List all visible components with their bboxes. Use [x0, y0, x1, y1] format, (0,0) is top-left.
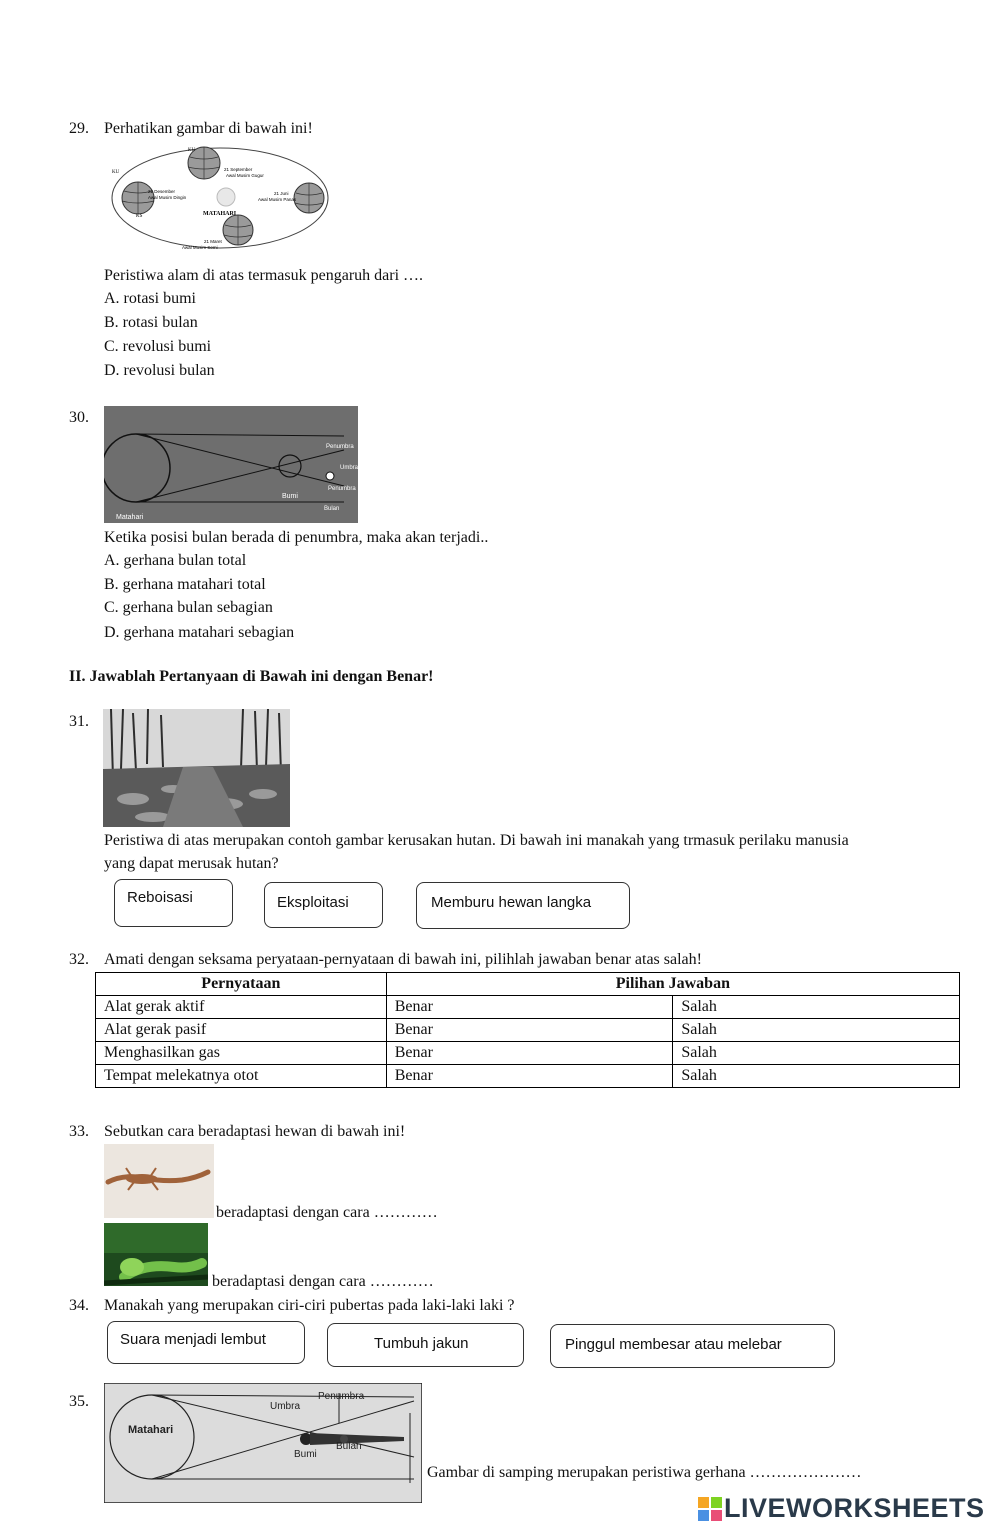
row-benar-option[interactable]: Benar — [386, 1042, 673, 1065]
table-row — [96, 1065, 960, 1088]
q32-question: Amati dengan seksama peryataan-pernyataan di bawah ini, pilihlah jawaban benar atas salah! — [104, 951, 702, 968]
svg-text:Awal Musim Dingin: Awal Musim Dingin — [148, 195, 187, 200]
section-heading: II. Jawablah Pertanyaan di Bawah ini dengan Benar! — [69, 668, 434, 685]
q29-number: 29. — [69, 120, 89, 137]
q29-option-a: A. rotasi bumi — [104, 290, 196, 307]
q31-number: 31. — [69, 713, 89, 730]
svg-text:Bulan: Bulan — [324, 506, 340, 512]
liveworksheets-logo[interactable]: LIVEWORKSHEETS — [724, 1493, 985, 1523]
sun-icon — [217, 188, 235, 206]
q31-choice-eksploitasi[interactable]: Eksploitasi — [264, 882, 383, 928]
table-row — [96, 1019, 960, 1042]
q34-choice-jakun[interactable]: Tumbuh jakun — [327, 1323, 524, 1367]
svg-text:Bumi: Bumi — [294, 1449, 317, 1460]
row-salah-option[interactable]: Salah — [673, 996, 960, 1019]
svg-text:Penumbra: Penumbra — [328, 486, 356, 492]
q31-question-line2: yang dapat merusak hutan? — [104, 855, 279, 872]
svg-text:Matahari: Matahari — [128, 1424, 174, 1436]
q34-number: 34. — [69, 1297, 89, 1314]
row-benar-option[interactable]: Benar — [386, 1019, 673, 1042]
q33-iguana-line: beradaptasi dengan cara ………… — [212, 1273, 434, 1290]
q35-question: Gambar di samping merupakan peristiwa gerhana ………………… — [427, 1464, 862, 1481]
q31-choice-reboisasi[interactable]: Reboisasi — [114, 879, 233, 927]
q30-question: Ketika posisi bulan berada di penumbra, maka akan terjadi.. — [104, 529, 489, 546]
q31-question-line1: Peristiwa di atas merupakan contoh gambar kerusakan hutan. Di bawah ini manakah yang trmasuk perilaku manusia — [104, 832, 849, 849]
q34-choice-suara[interactable]: Suara menjadi lembut — [107, 1321, 305, 1364]
row-benar-option[interactable]: Benar — [386, 996, 673, 1019]
table-row — [96, 996, 960, 1019]
q30-option-c: C. gerhana bulan sebagian — [104, 599, 273, 616]
q31-deforestation-photo — [103, 709, 290, 827]
row-statement: Alat gerak pasif — [96, 1019, 387, 1042]
moon-circle — [326, 472, 334, 480]
svg-text:Bulan: Bulan — [336, 1441, 362, 1452]
q29-option-c: C. revolusi bumi — [104, 338, 212, 355]
row-salah-option[interactable]: Salah — [673, 1042, 960, 1065]
q34-choice-pinggul[interactable]: Pinggul membesar atau melebar — [550, 1324, 835, 1368]
gecko-photo — [104, 1144, 214, 1218]
table-header-answer: Pilihan Jawaban — [386, 973, 959, 996]
q30-option-a: A. gerhana bulan total — [104, 552, 247, 569]
svg-text:21 Maret: 21 Maret — [204, 239, 222, 244]
q29-option-b: B. rotasi bulan — [104, 314, 198, 331]
q33-number: 33. — [69, 1123, 89, 1140]
table-row — [96, 1042, 960, 1065]
q32-statement-table — [95, 972, 960, 1088]
row-salah-option[interactable]: Salah — [673, 1019, 960, 1042]
q33-gecko-line: beradaptasi dengan cara ………… — [216, 1204, 438, 1221]
q33-question: Sebutkan cara beradaptasi hewan di bawah ini! — [104, 1123, 406, 1140]
sun-label: MATAHARI — [203, 211, 237, 217]
svg-text:Awal Musim Gugur: Awal Musim Gugur — [226, 173, 264, 178]
q30-eclipse-figure — [104, 406, 358, 523]
svg-text:Matahari: Matahari — [116, 514, 144, 521]
row-benar-option[interactable]: Benar — [386, 1065, 673, 1088]
table-header-statement: Pernyataan — [96, 973, 387, 996]
row-statement: Alat gerak aktif — [96, 996, 387, 1019]
row-statement: Menghasilkan gas — [96, 1042, 387, 1065]
q32-number: 32. — [69, 951, 89, 968]
svg-text:KU: KU — [188, 148, 196, 153]
row-salah-option[interactable]: Salah — [673, 1065, 960, 1088]
q29-prompt: Perhatikan gambar di bawah ini! — [104, 120, 313, 137]
svg-text:Penumbra: Penumbra — [326, 444, 354, 450]
svg-text:Awal Musim Semi: Awal Musim Semi — [182, 245, 218, 250]
svg-text:22 Desember: 22 Desember — [148, 189, 176, 194]
svg-text:21 September: 21 September — [224, 167, 253, 172]
q31-choice-memburu[interactable]: Memburu hewan langka — [416, 882, 630, 929]
q29-revolution-figure — [108, 143, 330, 258]
liveworksheets-logo-icon — [698, 1497, 722, 1521]
svg-text:21 Juni: 21 Juni — [274, 191, 289, 196]
svg-text:Bumi: Bumi — [282, 493, 298, 500]
row-statement: Tempat melekatnya otot — [96, 1065, 387, 1088]
q30-option-b: B. gerhana matahari total — [104, 576, 266, 593]
q34-question: Manakah yang merupakan ciri-ciri pubertas pada laki-laki laki ? — [104, 1297, 515, 1314]
svg-text:Umbra: Umbra — [270, 1401, 301, 1412]
svg-text:KU: KU — [112, 170, 120, 175]
svg-text:Penumbra: Penumbra — [318, 1391, 365, 1402]
svg-text:KS: KS — [136, 214, 143, 219]
q35-eclipse-figure — [104, 1383, 422, 1503]
q30-number: 30. — [69, 409, 89, 426]
q30-option-d: D. gerhana matahari sebagian — [104, 624, 295, 641]
svg-text:Umbra: Umbra — [340, 465, 358, 471]
q35-number: 35. — [69, 1393, 89, 1410]
svg-text:Awal Musim Panas: Awal Musim Panas — [258, 197, 297, 202]
q29-option-d: D. revolusi bulan — [104, 362, 215, 379]
q29-question: Peristiwa alam di atas termasuk pengaruh dari …. — [104, 267, 424, 284]
iguana-photo — [104, 1223, 208, 1286]
